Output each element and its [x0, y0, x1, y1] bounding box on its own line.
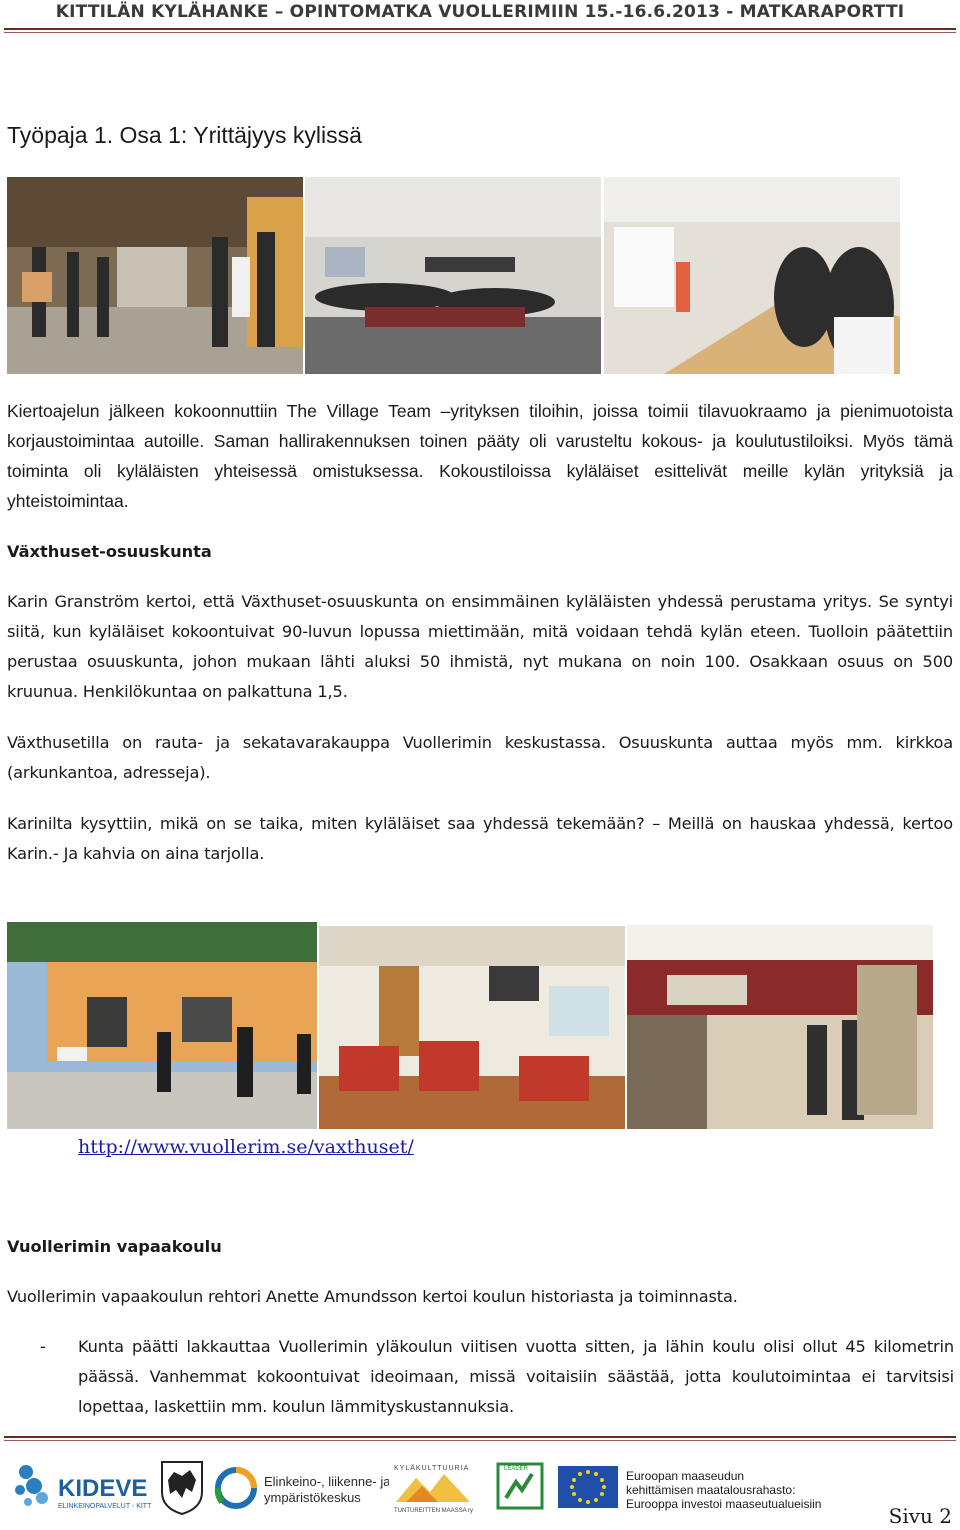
photo-hall-visit [7, 177, 303, 374]
leader-logo [496, 1458, 544, 1516]
vapaakoulu-paragraph: Vuollerimin vapaakoulun rehtori Anette Amundsson kertoi koulun historiasta ja toiminnasta. [7, 1287, 738, 1306]
ely-keskus-logo [214, 1458, 389, 1516]
subheading-vaxthuset: Växthuset-osuuskunta [7, 542, 212, 561]
photo-meeting-table [604, 177, 900, 374]
header-rule-thin [4, 32, 956, 33]
document-header: KITTILÄN KYLÄHANKE – OPINTOMATKA VUOLLERIMIIN 15.-16.6.2013 - MATKARAPORTTI [55, 2, 905, 22]
eu-text-1: Euroopan maaseudun [626, 1469, 745, 1483]
kylakulttuuria-text: KYLÄKULTTUURIA [394, 1465, 470, 1472]
kideve-text: KIDEVE [58, 1475, 148, 1502]
subheading-vapaakoulu: Vuollerimin vapaakoulu [7, 1237, 222, 1256]
page-number: Sivu 2 [888, 1504, 952, 1528]
footer-rule-thin [4, 1440, 956, 1441]
ely-text-2: ympäristökeskus [264, 1490, 361, 1505]
photo-store-exterior [7, 922, 317, 1129]
eu-flag-logo [556, 1458, 831, 1516]
kylakulttuuria-subtext: TUNTUREITTEN MAASSA ry [394, 1508, 474, 1514]
vaxthuset-paragraph-3: Karinilta kysyttiin, mikä on se taika, miten kyläläiset saa yhdessä tekemään? – Meillä on hauskaa yhdessä, kertoo Karin.- Ja kahvia on aina tarjolla. [7, 814, 953, 863]
kideve-subtext: ELINKEINOPALVELUT - KITTILÄ [58, 1503, 152, 1510]
kylakulttuuria-logo [392, 1458, 484, 1516]
photo-meeting-room [305, 177, 601, 374]
eu-text-3: Eurooppa investoi maaseutualueisiin [626, 1497, 822, 1511]
photo-shop-interior [627, 925, 933, 1129]
bullet-item: Kunta päätti lakkauttaa Vuollerimin yläkoulun viitisen vuotta sitten, ja lähin koulu olisi ollut 45 kilometrin päässä. Vanhemmat kokoontuivat ideoimaan, missä voitaisiin säästää, jotta koulutoimintaa ei tarvitsisi lopettaa, laskettiin mm. koulun lämmityskustannuksia. [78, 1337, 954, 1416]
footer-rule [4, 1436, 956, 1438]
ely-text-1: Elinkeino-, liikenne- ja [264, 1474, 389, 1489]
kittila-coat-of-arms [160, 1458, 204, 1516]
section-heading: Työpaja 1. Osa 1: Yrittäjyys kylissä [7, 122, 362, 148]
bullet-mark: - [40, 1337, 46, 1356]
eu-text-2: kehittämisen maatalousrahasto: [626, 1483, 796, 1497]
photo-cafe-interior [319, 926, 625, 1129]
vaxthuset-paragraph-2: Växthusetilla on rauta- ja sekatavarakauppa Vuollerimin keskustassa. Osuuskunta auttaa myös mm. kirkkoa (arkunkantoa, adresseja). [7, 733, 953, 782]
header-rule [4, 28, 956, 30]
intro-paragraph: Kiertoajelun jälkeen kokoonnuttiin The Village Team –yrityksen tiloihin, joissa toimii tilavuokraamo ja pienimuotoista korjaustoimintaa autoille. Saman hallirakennuksen toinen pääty oli varusteltu kokous- ja koulutustiloiksi. Myös tämä toiminta oli kyläläisten yhteisessä omistuksessa. Kokoustiloissa kyläläiset esittelivät meille kylän yrityksiä ja yhteistoimintaa. [7, 401, 953, 511]
vaxthuset-link[interactable]: http://www.vuollerim.se/vaxthuset/ [78, 1136, 414, 1158]
vaxthuset-paragraph-1: Karin Granström kertoi, että Växthuset-osuuskunta on ensimmäinen kyläläisten yhdessä perustama yritys. Se syntyi siitä, kun kyläläiset kokoontuivat 90-luvun lopussa miettimään, mitä voidaan tehdä kylän eteen. Tuolloin päätettiin perustaa osuuskunta, johon mukaan lähti aluksi 50 ihmistä, nyt mukana on noin 100. Osakkaan osuus on 500 kruunua. Henkilökuntaa on palkattuna 1,5. [7, 592, 953, 701]
leader-text: LEADER [504, 1466, 529, 1472]
kideve-logo [12, 1458, 152, 1516]
